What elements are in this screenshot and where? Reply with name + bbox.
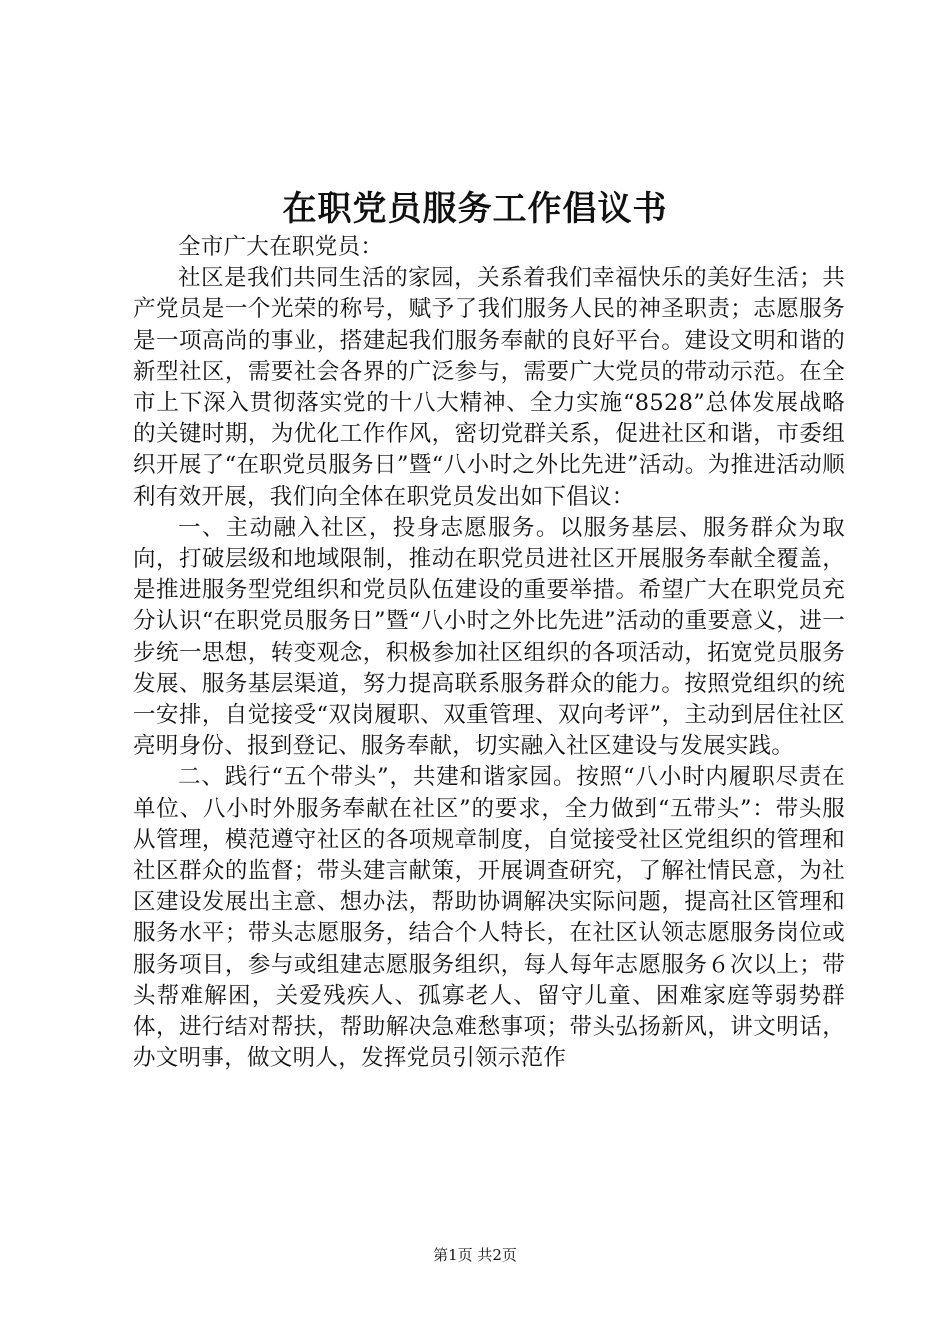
page-number: 第1页 共2页	[433, 1246, 517, 1264]
paragraph-intro: 社区是我们共同生活的家园，关系着我们幸福快乐的美好生活；共产党员是一个光荣的称号，赋予了我们服务人民的神圣职责；志愿服务是一项高尚的事业，搭建起我们服务奉献的良好平台。建设文明和谐的新型社区，需要社会各界的广泛参与，需要广大党员的带动示范。在全市上下深入贯彻落实党的十八大精神、全力实施“8528”总体发展战略的关键时期，为优化工作作风，密切党群关系，促进社区和谐，市委组织开展了“在职党员服务日”暨“八小时之外比先进”活动。为推进活动顺利有效开展，我们向全体在职党员发出如下倡议：	[133, 265, 845, 510]
paragraph-point-two: 二、践行“五个带头”，共建和谐家园。按照“八小时内履职尽责在单位、八小时外服务奉献在社区”的要求，全力做到“五带头”：带头服从管理，模范遵守社区的各项规章制度，自觉接受社区党组织的管理和社区群众的监督；带头建言献策，开展调查研究，了解社情民意，为社区建设发展出主意、想办法，帮助协调解决实际问题，提高社区管理和服务水平；带头志愿服务，结合个人特长，在社区认领志愿服务岗位或服务项目，参与或组建志愿服务组织，每人每年志愿服务６次以上；带头帮难解困，关爱残疾人、孤寡老人、留守儿童、困难家庭等弱势群体，进行结对帮扶，帮助解决急难愁事项；带头弘扬新风，讲文明话，办文明事，做文明人，发挥党员引领示范作	[133, 764, 845, 1072]
paragraph-point-one: 一、主动融入社区，投身志愿服务。以服务基层、服务群众为取向，打破层级和地域限制，推动在职党员进社区开展服务奉献全覆盖，是推进服务型党组织和党员队伍建设的重要举措。希望广大在职党员充分认识“在职党员服务日”暨“八小时之外比先进”活动的重要意义，进一步统一思想，转变观念，积极参加社区组织的各项活动，拓宽党员服务发展、服务基层渠道，努力提高联系服务群众的能力。按照党组织的统一安排，自觉接受“双岗履职、双重管理、双向考评”，主动到居住社区亮明身份、报到登记、服务奉献，切实融入社区建设与发展实践。	[133, 514, 845, 760]
salutation: 全市广大在职党员：	[178, 234, 384, 260]
document-title: 在职党员服务工作倡议书	[282, 189, 668, 229]
document-body	[133, 232, 845, 1074]
